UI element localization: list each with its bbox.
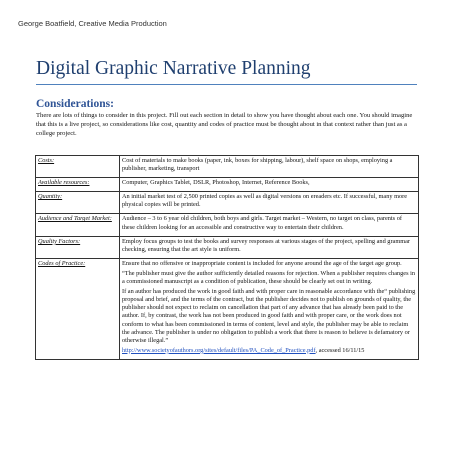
row-label: Codes of Practice: bbox=[36, 258, 120, 359]
row-value bbox=[120, 156, 419, 178]
row-label: Quality Factors: bbox=[36, 236, 120, 258]
row-paragraph: Audience – 3 to 6 year old children, both boys and girls. Target market – Western, no target on class, parents of these children looking for an accessible and constructive way to entertain their children. bbox=[122, 215, 402, 231]
accessed-date: , accessed 16/11/15 bbox=[315, 346, 365, 354]
table-row bbox=[36, 192, 419, 214]
citation-line bbox=[122, 347, 416, 355]
row-value bbox=[120, 236, 419, 258]
row-paragraph: Computer, Graphics Tablet, DSLR, Photoshop, Internet, Reference Books, bbox=[122, 179, 310, 187]
row-paragraph: Ensure that no offensive or inappropriate content is included for anyone around the age of the target age group. bbox=[122, 259, 402, 267]
row-label: Available resources: bbox=[36, 178, 120, 192]
planning-table bbox=[35, 155, 419, 360]
row-label: Costs: bbox=[36, 156, 120, 178]
row-paragraph: “The publisher must give the author sufficiently detailed reasons for rejection. When a publisher requires changes in a commissioned manuscript as a condition of publication, these should be clearly set out in writing. bbox=[122, 269, 416, 286]
title-underline bbox=[36, 84, 417, 85]
row-value bbox=[120, 178, 419, 192]
row-value bbox=[120, 214, 419, 236]
page-title: Digital Graphic Narrative Planning bbox=[36, 58, 311, 79]
row-paragraph: An initial market test of 2,500 printed copies as well as digital versions on ereaders etc. If successful, many more physical copies will be printed. bbox=[122, 193, 408, 209]
row-label: Quantity: bbox=[36, 192, 120, 214]
row-paragraph: Employ focus groups to test the books and survey responses at various stages of the project, spelling and grammar checking, ensuring that the art style is uniform. bbox=[122, 237, 411, 253]
table-row bbox=[36, 236, 419, 258]
row-value bbox=[120, 192, 419, 214]
table-row bbox=[36, 258, 419, 359]
row-label: Audience and Target Market: bbox=[36, 214, 120, 236]
section-heading: Considerations: bbox=[36, 98, 114, 110]
row-paragraph: If an author has produced the work in good faith and with proper care in reasonable accordance with the“ publishing proposal and brief, and the terms of the contract, but the publisher decides not to publish on grounds of quality, the publisher should not expect to reclaim on cancellation that part of any advance that has already been paid to the author. If, by contrast, the work has not been produced in good faith and with proper care, or the work does not conform to what has been commissioned in terms of content, level and style, the publisher may be able to reclaim the advance. The publisher is under no obligation to publish a work that there is reason to believe is defamatory or otherwise illegal.” bbox=[122, 288, 416, 344]
row-value bbox=[120, 258, 419, 359]
source-link[interactable]: http://www.societyofauthors.org/sites/default/files/PA_Code_of_Practice.pdf bbox=[122, 346, 316, 354]
document-header: George Boatfield, Creative Media Production bbox=[18, 19, 167, 28]
table-row bbox=[36, 214, 419, 236]
table-row bbox=[36, 178, 419, 192]
row-paragraph: Cost of materials to make books (paper, ink, boxes for shipping, labour), shelf space on shops, employing a publisher, marketing, transport bbox=[122, 157, 393, 173]
table-row bbox=[36, 156, 419, 178]
intro-paragraph: There are lots of things to consider in this project. Fill out each section in detail to show you have thought about each one. You should imagine that this is a live project, so considerations like cost, quantity and codes of practice must be thought about in that context rather than just as a college project. bbox=[36, 112, 413, 137]
